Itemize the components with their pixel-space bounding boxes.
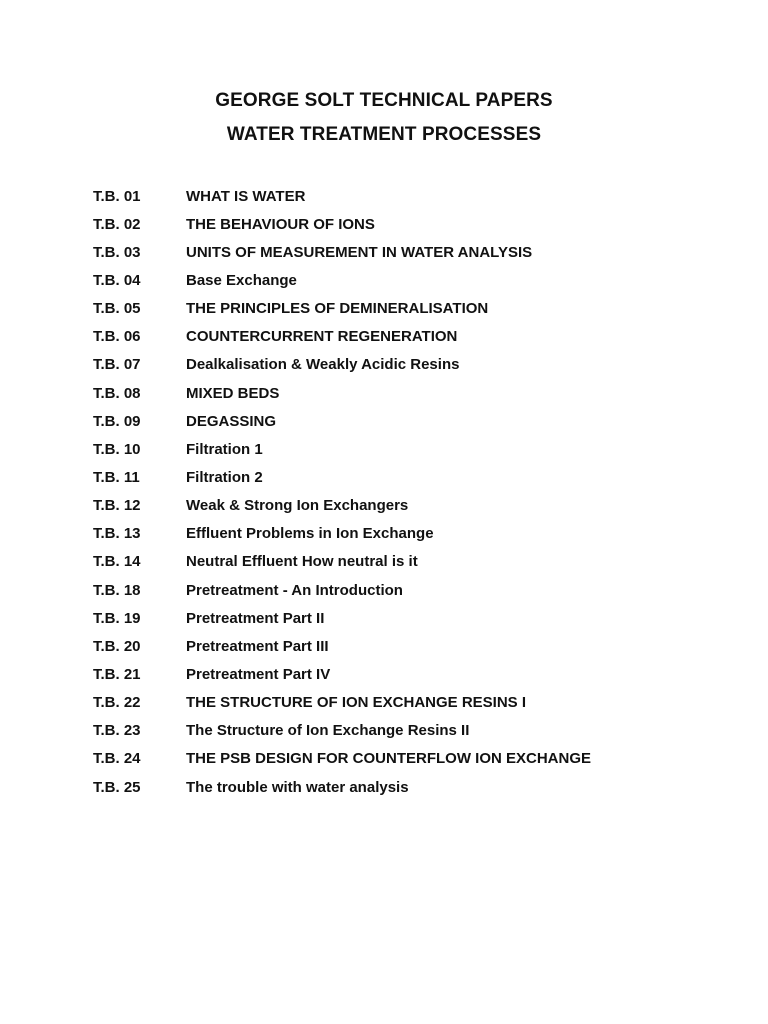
toc-entry-code: T.B. 20 — [93, 637, 141, 655]
toc-entry-code: T.B. 01 — [93, 187, 141, 205]
toc-entry — [93, 717, 733, 745]
toc-entry-code: T.B. 22 — [93, 694, 141, 712]
toc-entry-code: T.B. 25 — [93, 778, 141, 796]
toc-entry-title: Pretreatment Part II — [186, 609, 325, 627]
toc-entry-title: Pretreatment Part IV — [186, 665, 331, 683]
toc-entry — [93, 238, 733, 266]
toc-entry — [93, 210, 733, 238]
toc-entry — [93, 548, 733, 576]
toc-entry-code: T.B. 21 — [93, 665, 141, 683]
toc-entry — [93, 660, 733, 688]
toc-entry-title: MIXED BEDS — [186, 384, 280, 402]
toc-entry — [93, 266, 733, 294]
toc-entry-title: COUNTERCURRENT REGENERATION — [186, 328, 458, 346]
toc-entry-title: WHAT IS WATER — [186, 187, 306, 205]
toc-entry-code: T.B. 08 — [93, 384, 141, 402]
toc-entry-code: T.B. 11 — [93, 468, 140, 486]
document-title: GEORGE SOLT TECHNICAL PAPERS — [215, 90, 553, 111]
toc-entry-title: Neutral Effluent How neutral is it — [186, 553, 418, 571]
toc-entry-code: T.B. 07 — [93, 356, 141, 374]
toc-entry-title: Weak & Strong Ion Exchangers — [186, 497, 409, 515]
toc-entry-code: T.B. 05 — [93, 300, 141, 318]
toc-entry-code: T.B. 14 — [93, 553, 141, 571]
table-of-contents — [93, 182, 733, 801]
toc-entry-title: THE PSB DESIGN FOR COUNTERFLOW ION EXCHANGE — [186, 750, 592, 768]
document-subtitle: WATER TREATMENT PROCESSES — [226, 124, 542, 145]
toc-entry-code: T.B. 23 — [93, 722, 141, 740]
toc-entry-title: Pretreatment Part III — [186, 637, 329, 655]
toc-entry — [93, 520, 733, 548]
toc-entry — [93, 182, 733, 210]
toc-entry — [93, 773, 733, 801]
toc-entry — [93, 379, 733, 407]
toc-entry-title: THE BEHAVIOUR OF IONS — [186, 215, 375, 233]
toc-entry — [93, 407, 733, 435]
toc-entry — [93, 351, 733, 379]
toc-entry — [93, 632, 733, 660]
toc-entry-title: Base Exchange — [186, 271, 297, 289]
toc-entry — [93, 323, 733, 351]
toc-entry-title: The Structure of Ion Exchange Resins II — [186, 722, 470, 740]
toc-entry-title: THE PRINCIPLES OF DEMINERALISATION — [186, 300, 489, 318]
toc-entry-code: T.B. 19 — [93, 609, 141, 627]
toc-entry-title: UNITS OF MEASUREMENT IN WATER ANALYSIS — [186, 243, 533, 261]
toc-entry-code: T.B. 12 — [93, 497, 141, 515]
toc-entry-title: The trouble with water analysis — [186, 778, 409, 796]
toc-entry — [93, 604, 733, 632]
toc-entry — [93, 435, 733, 463]
toc-entry-code: T.B. 18 — [93, 581, 141, 599]
toc-entry-title: Dealkalisation & Weakly Acidic Resins — [186, 356, 460, 374]
toc-entry-code: T.B. 03 — [93, 243, 141, 261]
toc-entry — [93, 492, 733, 520]
toc-entry-title: Filtration 2 — [186, 468, 263, 486]
toc-entry — [93, 463, 733, 491]
toc-entry — [93, 295, 733, 323]
toc-entry-title: Effluent Problems in Ion Exchange — [186, 525, 434, 543]
toc-entry-code: T.B. 09 — [93, 412, 141, 430]
toc-entry-code: T.B. 04 — [93, 271, 141, 289]
toc-entry-title: Pretreatment - An Introduction — [186, 581, 403, 599]
toc-entry-code: T.B. 13 — [93, 525, 141, 543]
toc-entry-code: T.B. 06 — [93, 328, 141, 346]
toc-entry-title: THE STRUCTURE OF ION EXCHANGE RESINS I — [186, 694, 527, 712]
toc-entry-title: DEGASSING — [186, 412, 277, 430]
toc-entry-code: T.B. 10 — [93, 440, 141, 458]
toc-entry-code: T.B. 02 — [93, 215, 141, 233]
toc-entry — [93, 689, 733, 717]
toc-entry — [93, 745, 733, 773]
toc-entry — [93, 576, 733, 604]
toc-entry-code: T.B. 24 — [93, 750, 141, 768]
toc-entry-title: Filtration 1 — [186, 440, 263, 458]
